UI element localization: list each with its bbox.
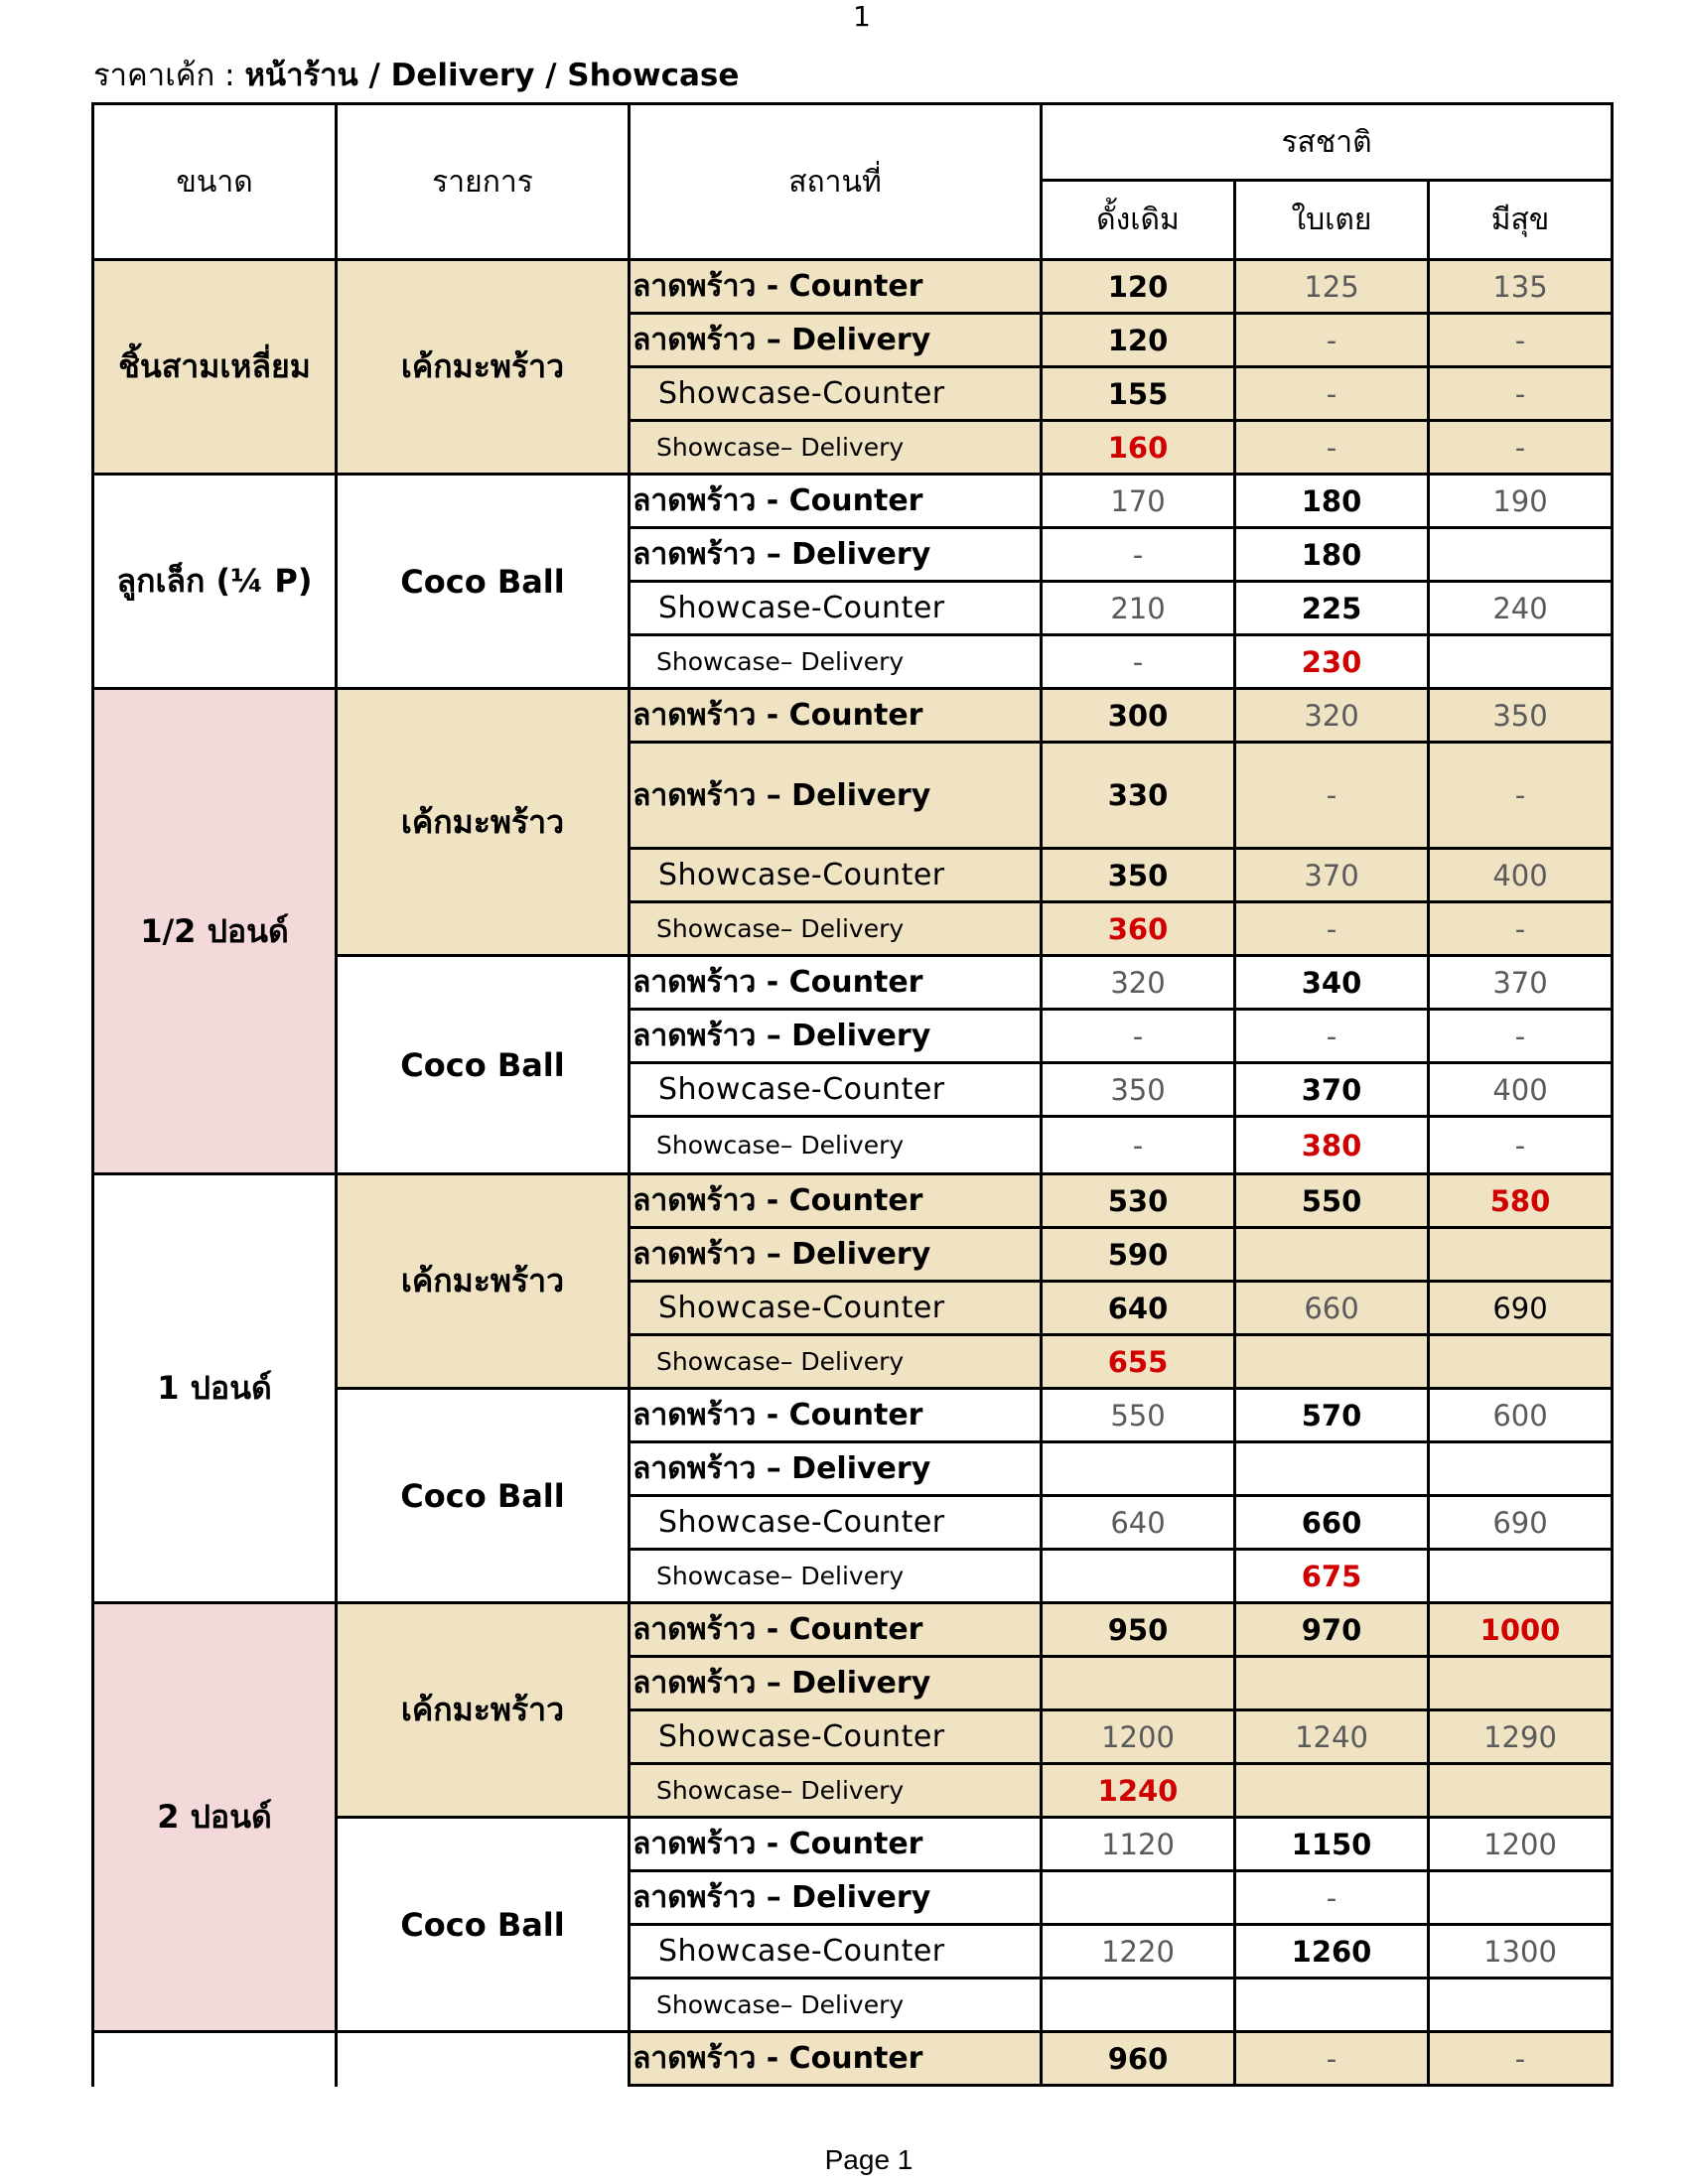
price-cell (1429, 1335, 1613, 1389)
price-table (91, 102, 1614, 2087)
price-cell: 660 (1235, 1282, 1429, 1335)
size-cell: 1/2 ปอนด์ (93, 689, 337, 1174)
location-cell: Showcase-Counter (630, 1496, 1042, 1550)
price-cell: 340 (1235, 956, 1429, 1010)
price-cell: 120 (1042, 260, 1235, 314)
size-cell: ชิ้นสามเหลี่ยม (93, 260, 337, 475)
price-cell: 370 (1235, 1063, 1429, 1117)
price-cell: 360 (1042, 902, 1235, 956)
price-cell: 380 (1235, 1117, 1429, 1174)
price-cell: 600 (1429, 1389, 1613, 1442)
price-cell (1429, 1764, 1613, 1818)
location-cell: ลาดพร้าว - Counter (630, 1389, 1042, 1442)
price-cell: 1200 (1042, 1710, 1235, 1764)
location-cell: ลาดพร้าว - Counter (630, 1603, 1042, 1657)
item-cell: Coco Ball (337, 475, 630, 689)
price-cell (1235, 1335, 1429, 1389)
price-cell: - (1042, 528, 1235, 582)
item-cell: เค้กมะพร้าว (337, 689, 630, 956)
location-cell: Showcase– Delivery (630, 1335, 1042, 1389)
location-cell: Showcase-Counter (630, 1282, 1042, 1335)
price-cell: 1240 (1235, 1710, 1429, 1764)
item-cell: Coco Ball (337, 1818, 630, 2032)
size-cell: ลูกเล็ก (¼ P) (93, 475, 337, 689)
price-cell: 550 (1235, 1174, 1429, 1228)
price-cell: 690 (1429, 1282, 1613, 1335)
size-cell: 1 ปอนด์ (93, 1174, 337, 1603)
price-cell: 320 (1042, 956, 1235, 1010)
location-cell: ลาดพร้าว – Delivery (630, 528, 1042, 582)
location-cell: ลาดพร้าว - Counter (630, 956, 1042, 1010)
price-cell (1042, 1871, 1235, 1925)
item-cell: Coco Ball (337, 1389, 630, 1603)
location-cell: Showcase-Counter (630, 367, 1042, 421)
price-cell: 660 (1235, 1496, 1429, 1550)
price-cell: 350 (1429, 689, 1613, 743)
location-cell: Showcase– Delivery (630, 1979, 1042, 2032)
location-cell: Showcase– Delivery (630, 902, 1042, 956)
item-cell: เค้กมะพร้าว (337, 1603, 630, 1818)
price-cell (1042, 1979, 1235, 2032)
price-cell: 350 (1042, 1063, 1235, 1117)
price-cell: 570 (1235, 1389, 1429, 1442)
price-cell: - (1429, 1117, 1613, 1174)
header-location: สถานที่ (630, 104, 1042, 260)
location-cell: ลาดพร้าว - Counter (630, 1818, 1042, 1871)
price-cell: - (1429, 421, 1613, 475)
price-cell: 160 (1042, 421, 1235, 475)
price-cell: 155 (1042, 367, 1235, 421)
price-cell: 1240 (1042, 1764, 1235, 1818)
price-cell (1429, 1228, 1613, 1282)
price-cell: 1150 (1235, 1818, 1429, 1871)
price-cell: 210 (1042, 582, 1235, 635)
header-flavor-pandan: ใบเตย (1235, 181, 1429, 260)
location-cell: Showcase-Counter (630, 1925, 1042, 1979)
location-cell: ลาดพร้าว – Delivery (630, 1871, 1042, 1925)
price-cell: - (1235, 367, 1429, 421)
location-cell: Showcase– Delivery (630, 421, 1042, 475)
size-cell: 2 ปอนด์ (93, 1603, 337, 2032)
price-cell: - (1042, 635, 1235, 689)
location-cell: Showcase-Counter (630, 849, 1042, 902)
price-cell (1042, 1550, 1235, 1603)
price-cell: - (1235, 743, 1429, 849)
price-cell (1429, 1442, 1613, 1496)
location-cell: Showcase– Delivery (630, 1550, 1042, 1603)
price-cell (1429, 1979, 1613, 2032)
price-cell (1429, 528, 1613, 582)
price-cell: - (1429, 902, 1613, 956)
location-cell: ลาดพร้าว – Delivery (630, 1228, 1042, 1282)
price-cell: - (1235, 421, 1429, 475)
price-cell: 400 (1429, 1063, 1613, 1117)
price-cell: - (1429, 2032, 1613, 2086)
price-cell: 240 (1429, 582, 1613, 635)
location-cell: ลาดพร้าว – Delivery (630, 1657, 1042, 1710)
header-flavor-misuk: มีสุข (1429, 181, 1613, 260)
price-cell: 970 (1235, 1603, 1429, 1657)
price-cell: 590 (1042, 1228, 1235, 1282)
location-cell: ลาดพร้าว – Delivery (630, 1442, 1042, 1496)
location-cell: Showcase– Delivery (630, 1117, 1042, 1174)
price-cell (1429, 1871, 1613, 1925)
price-cell (1235, 1657, 1429, 1710)
empty-cell (1429, 2086, 1613, 2088)
item-cell (337, 2032, 630, 2088)
price-cell (1042, 1442, 1235, 1496)
price-cell: 320 (1235, 689, 1429, 743)
title-prefix: ราคาเค้ก : (93, 58, 245, 93)
location-cell: Showcase-Counter (630, 1710, 1042, 1764)
page-footer: Page 1 (824, 2144, 914, 2175)
price-cell (1235, 1979, 1429, 2032)
price-cell: - (1235, 314, 1429, 367)
price-cell: 1260 (1235, 1925, 1429, 1979)
header-item: รายการ (337, 104, 630, 260)
price-cell: 580 (1429, 1174, 1613, 1228)
empty-cell (1235, 2086, 1429, 2088)
price-cell: - (1042, 1010, 1235, 1063)
price-cell: 330 (1042, 743, 1235, 849)
location-cell: Showcase-Counter (630, 1063, 1042, 1117)
price-cell: - (1429, 743, 1613, 849)
price-cell: 125 (1235, 260, 1429, 314)
location-cell: ลาดพร้าว – Delivery (630, 743, 1042, 849)
price-cell: 1290 (1429, 1710, 1613, 1764)
price-cell: 655 (1042, 1335, 1235, 1389)
price-cell: 550 (1042, 1389, 1235, 1442)
price-cell: 120 (1042, 314, 1235, 367)
price-cell: 225 (1235, 582, 1429, 635)
header-flavor: รสชาติ (1042, 104, 1613, 181)
location-cell: ลาดพร้าว - Counter (630, 689, 1042, 743)
price-cell: - (1235, 1871, 1429, 1925)
location-cell: Showcase– Delivery (630, 1764, 1042, 1818)
location-cell: ลาดพร้าว - Counter (630, 260, 1042, 314)
price-cell: 230 (1235, 635, 1429, 689)
price-cell: 690 (1429, 1496, 1613, 1550)
location-cell: ลาดพร้าว - Counter (630, 2032, 1042, 2086)
price-cell: 640 (1042, 1496, 1235, 1550)
price-table-container (91, 102, 1615, 2087)
item-cell: Coco Ball (337, 956, 630, 1174)
price-cell: 170 (1042, 475, 1235, 528)
price-cell: 370 (1429, 956, 1613, 1010)
price-cell: 300 (1042, 689, 1235, 743)
price-cell (1042, 1657, 1235, 1710)
price-cell: 640 (1042, 1282, 1235, 1335)
price-cell: - (1429, 314, 1613, 367)
price-cell: 1120 (1042, 1818, 1235, 1871)
price-cell: 960 (1042, 2032, 1235, 2086)
header-size: ขนาด (93, 104, 337, 260)
item-cell: เค้กมะพร้าว (337, 260, 630, 475)
location-cell: ลาดพร้าว – Delivery (630, 314, 1042, 367)
price-cell: - (1429, 367, 1613, 421)
price-cell (1235, 1764, 1429, 1818)
price-cell: - (1429, 1010, 1613, 1063)
size-cell (93, 2032, 337, 2088)
price-cell: 675 (1235, 1550, 1429, 1603)
empty-cell (630, 2086, 1042, 2088)
item-cell: เค้กมะพร้าว (337, 1174, 630, 1389)
price-cell: - (1235, 2032, 1429, 2086)
price-cell (1235, 1228, 1429, 1282)
price-cell: 180 (1235, 475, 1429, 528)
title-main: หน้าร้าน / Delivery / Showcase (244, 58, 740, 93)
price-cell: - (1235, 902, 1429, 956)
price-cell (1235, 1442, 1429, 1496)
price-cell (1429, 1657, 1613, 1710)
price-cell: 180 (1235, 528, 1429, 582)
price-cell: 1300 (1429, 1925, 1613, 1979)
price-cell: 400 (1429, 849, 1613, 902)
price-cell: - (1235, 1010, 1429, 1063)
location-cell: Showcase-Counter (630, 582, 1042, 635)
header-flavor-original: ดั้งเดิม (1042, 181, 1235, 260)
price-cell: 135 (1429, 260, 1613, 314)
page-title (93, 50, 739, 99)
location-cell: ลาดพร้าว - Counter (630, 475, 1042, 528)
price-cell: 1000 (1429, 1603, 1613, 1657)
price-cell: 350 (1042, 849, 1235, 902)
location-cell: Showcase– Delivery (630, 635, 1042, 689)
price-cell: 950 (1042, 1603, 1235, 1657)
price-cell: 1220 (1042, 1925, 1235, 1979)
price-cell: 190 (1429, 475, 1613, 528)
location-cell: ลาดพร้าว - Counter (630, 1174, 1042, 1228)
price-cell (1429, 1550, 1613, 1603)
price-cell: - (1042, 1117, 1235, 1174)
price-cell: 370 (1235, 849, 1429, 902)
location-cell: ลาดพร้าว – Delivery (630, 1010, 1042, 1063)
price-cell (1429, 635, 1613, 689)
price-cell: 1200 (1429, 1818, 1613, 1871)
empty-cell (1042, 2086, 1235, 2088)
price-cell: 530 (1042, 1174, 1235, 1228)
page-number-top: 1 (853, 0, 871, 33)
